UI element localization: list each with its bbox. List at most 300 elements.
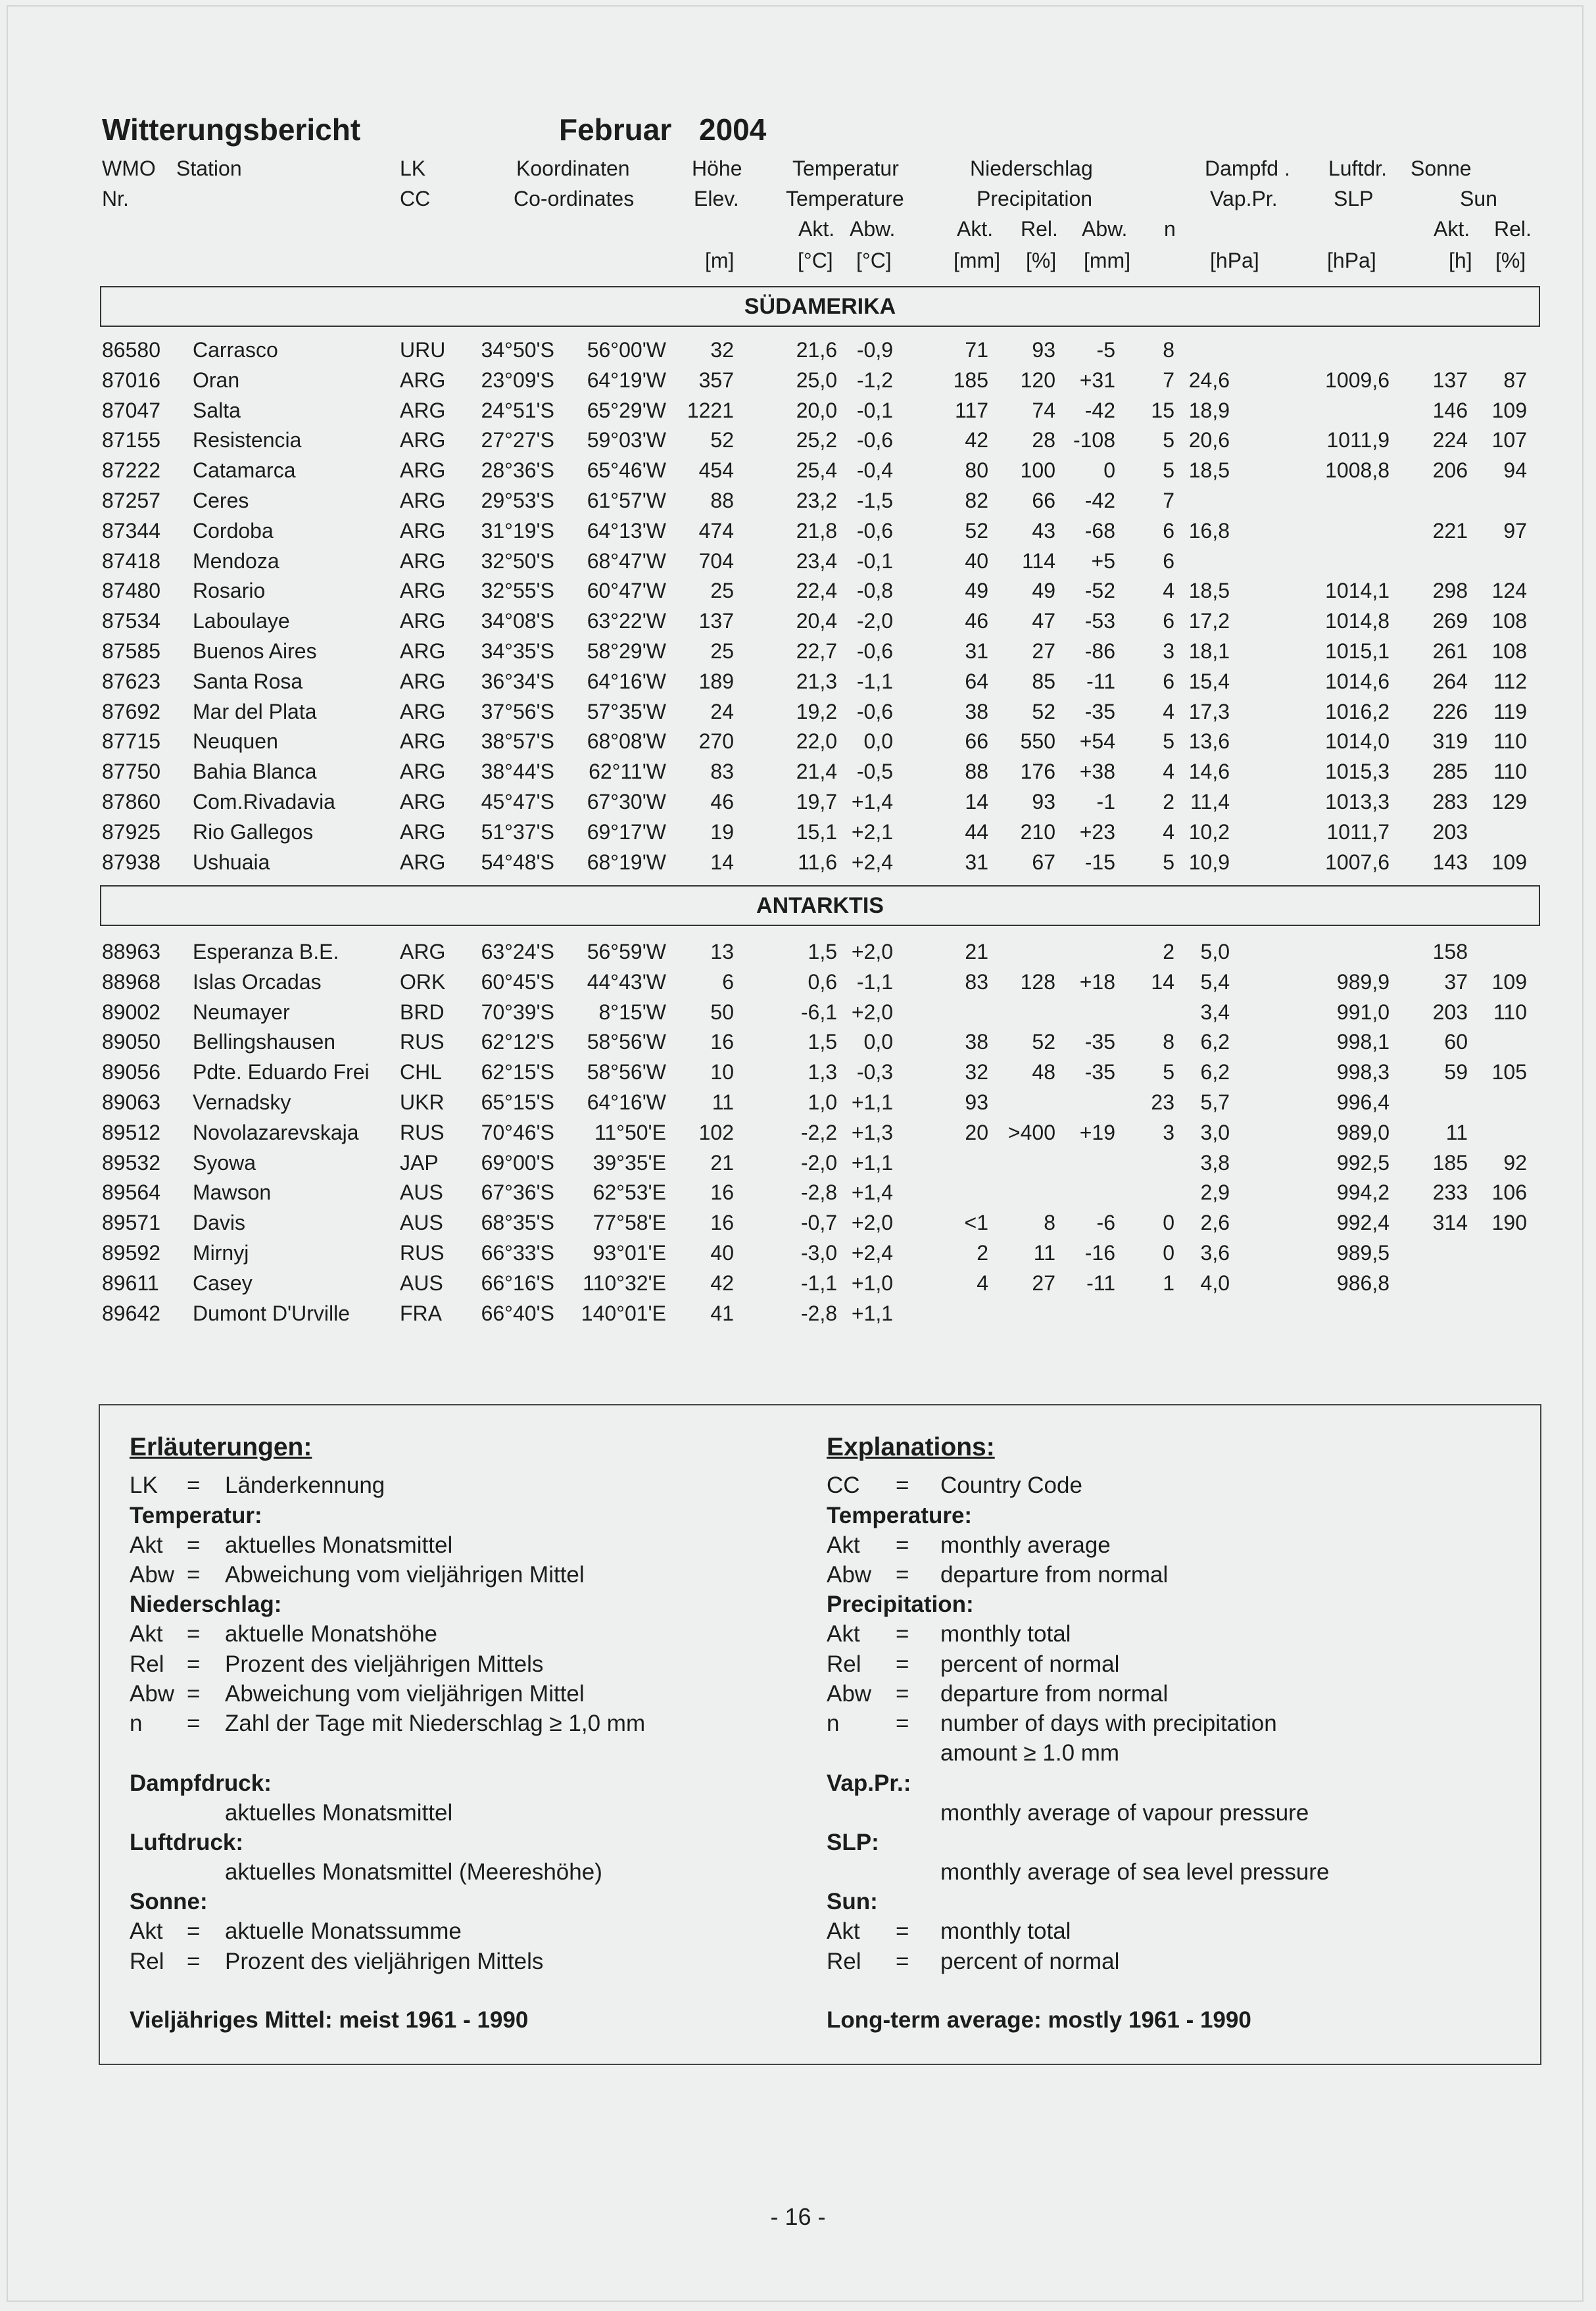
cell-tabw: -0,5 — [856, 760, 893, 784]
cell-slp: 998,3 — [1336, 1060, 1390, 1084]
cell-lon: 58°29'W — [587, 639, 666, 663]
cell-lat: 68°35'S — [481, 1211, 554, 1235]
cell-sakt: 146 — [1432, 398, 1468, 422]
cell-slp: 1015,3 — [1325, 760, 1390, 784]
legend-en-srel-eq: = — [896, 1949, 909, 1974]
cell-srel: 109 — [1491, 969, 1527, 994]
table-row — [0, 426, 1596, 456]
cell-prel: >400 — [1007, 1120, 1055, 1144]
cell-vap: 11,4 — [1190, 789, 1230, 814]
legend-de-luft-heading: Luftdruck: — [130, 1830, 244, 1855]
cell-pakt: 38 — [965, 699, 988, 723]
cell-takt: 21,6 — [796, 338, 837, 362]
cell-vap: 13,6 — [1188, 729, 1230, 754]
cell-prel: 550 — [1020, 729, 1055, 754]
cell-takt: -1,1 — [800, 1271, 837, 1295]
legend-en-sakt-eq: = — [896, 1918, 909, 1944]
legend-box — [99, 1404, 1541, 2065]
cell-pabw: +18 — [1079, 969, 1115, 994]
cell-pabw: +38 — [1079, 760, 1115, 784]
cell-name: Neuquen — [193, 729, 278, 754]
cell-wmo: 89564 — [102, 1180, 160, 1205]
cell-sakt: 314 — [1432, 1211, 1468, 1235]
cell-elev: 19 — [710, 819, 734, 844]
cell-elev: 24 — [710, 699, 734, 723]
cell-vap: 20,6 — [1188, 428, 1230, 452]
legend-de-nrel-key: Rel — [130, 1651, 164, 1677]
cell-srel: 110 — [1493, 1000, 1527, 1024]
hdr-t-akt: Akt. — [798, 217, 835, 241]
cell-n: 3 — [1163, 639, 1174, 663]
table-row — [0, 1148, 1596, 1179]
cell-lon: 63°22'W — [587, 609, 666, 633]
cell-n: 6 — [1163, 669, 1174, 693]
table-row — [0, 606, 1596, 637]
cell-elev: 704 — [698, 548, 734, 573]
cell-takt: -2,8 — [800, 1180, 837, 1205]
cell-tabw: +2,0 — [851, 940, 893, 963]
legend-en-heading: Explanations: — [827, 1433, 995, 1461]
title-month: Februar — [559, 112, 672, 147]
table-row — [0, 937, 1596, 967]
legend-en-tabw-key: Abw — [827, 1562, 872, 1588]
cell-sakt: 298 — [1432, 579, 1468, 603]
cell-takt: 15,1 — [796, 819, 837, 844]
cell-sakt: 221 — [1432, 518, 1468, 543]
cell-pabw: -53 — [1084, 609, 1115, 633]
cell-tabw: +2,4 — [851, 850, 893, 874]
cell-cc: ARG — [400, 850, 446, 874]
cell-cc: CHL — [400, 1060, 443, 1084]
cell-tabw: -0,6 — [856, 428, 893, 452]
cell-pabw: -11 — [1086, 1271, 1115, 1295]
cell-wmo: 87750 — [102, 760, 160, 784]
legend-en-footer: Long-term average: mostly 1961 - 1990 — [827, 2007, 1251, 2033]
cell-takt: -2,2 — [800, 1120, 837, 1144]
cell-n: 0 — [1163, 1240, 1174, 1265]
cell-cc: ARG — [400, 669, 446, 693]
cell-vap: 6,2 — [1200, 1030, 1230, 1054]
cell-name: Islas Orcadas — [193, 969, 322, 994]
legend-de-heading: Erläuterungen: — [130, 1433, 312, 1461]
cell-elev: 189 — [698, 669, 734, 693]
cell-lat: 34°35'S — [481, 639, 554, 663]
cell-wmo: 87692 — [102, 699, 160, 723]
legend-de-nabw-eq: = — [187, 1681, 201, 1707]
cell-n: 2 — [1163, 940, 1174, 963]
cell-name: Esperanza B.E. — [193, 940, 339, 963]
cell-name: Santa Rosa — [193, 669, 303, 693]
cell-srel: 105 — [1491, 1060, 1527, 1084]
cell-takt: -2,8 — [800, 1301, 837, 1325]
cell-tabw: -1,1 — [856, 969, 893, 994]
cell-tabw: -2,0 — [856, 609, 893, 633]
cell-sakt: 261 — [1432, 639, 1468, 663]
cell-prel: 49 — [1032, 579, 1055, 603]
cell-prel: 28 — [1032, 428, 1055, 452]
cell-lon: 62°53'E — [592, 1180, 666, 1205]
cell-lat: 69°00'S — [481, 1150, 554, 1175]
hdr-sonne: Sonne — [1411, 157, 1472, 180]
cell-pabw: +5 — [1091, 548, 1115, 573]
cell-cc: ARG — [400, 548, 446, 573]
legend-de-sonne-heading: Sonne: — [130, 1889, 208, 1914]
cell-cc: RUS — [400, 1240, 445, 1265]
cell-prel: 67 — [1032, 850, 1055, 874]
cell-cc: AUS — [400, 1211, 443, 1235]
cell-cc: ARG — [400, 488, 446, 512]
cell-pabw: +23 — [1079, 819, 1115, 844]
cell-wmo: 87860 — [102, 789, 160, 814]
cell-sakt: 206 — [1432, 458, 1468, 483]
cell-wmo: 89571 — [102, 1211, 160, 1235]
table-row — [0, 1058, 1596, 1088]
cell-slp: 1015,1 — [1325, 639, 1390, 663]
cell-n: 5 — [1163, 428, 1174, 452]
cell-vap: 3,0 — [1200, 1120, 1230, 1144]
cell-cc: AUS — [400, 1180, 443, 1205]
cell-tabw: -0,4 — [856, 458, 893, 483]
title-year: 2004 — [699, 112, 767, 147]
cell-pakt: 21 — [965, 940, 988, 963]
cell-takt: -0,7 — [800, 1211, 837, 1235]
hdr-unit-hpa1: [hPa] — [1210, 249, 1259, 272]
cell-wmo: 89056 — [102, 1060, 160, 1084]
cell-pabw: -42 — [1084, 398, 1115, 422]
legend-en-srel-key: Rel — [827, 1949, 861, 1974]
cell-lon: 59°03'W — [587, 428, 666, 452]
cell-wmo: 89642 — [102, 1301, 160, 1325]
cell-vap: 4,0 — [1200, 1271, 1230, 1295]
cell-name: Neumayer — [193, 1000, 290, 1024]
legend-de-tabw-key: Abw — [130, 1562, 175, 1588]
cell-name: Dumont D'Urville — [193, 1301, 351, 1325]
hdr-t-abw: Abw. — [850, 217, 896, 241]
cell-srel: 107 — [1491, 428, 1527, 452]
cell-pabw: +54 — [1079, 729, 1115, 754]
cell-wmo: 89512 — [102, 1120, 160, 1144]
cell-takt: 23,2 — [796, 488, 837, 512]
hdr-cc: CC — [400, 187, 431, 210]
cell-n: 4 — [1163, 579, 1174, 603]
cell-slp: 992,4 — [1336, 1211, 1390, 1235]
legend-en-sakt-key: Akt — [827, 1918, 860, 1944]
legend-en-srel-text: percent of normal — [940, 1949, 1120, 1974]
cell-elev: 11 — [712, 1090, 734, 1114]
cell-vap: 3,4 — [1200, 1000, 1230, 1024]
cell-takt: 22,4 — [796, 579, 837, 603]
cell-tabw: -0,8 — [856, 579, 893, 603]
cell-cc: ARG — [400, 639, 446, 663]
legend-de-nn-eq: = — [187, 1711, 201, 1736]
cell-elev: 21 — [710, 1150, 734, 1175]
cell-lon: 56°59'W — [587, 940, 666, 963]
cell-elev: 52 — [710, 428, 734, 452]
table-row — [0, 576, 1596, 606]
cell-n: 1 — [1163, 1271, 1174, 1295]
cell-lat: 65°15'S — [481, 1090, 554, 1114]
cell-slp: 996,4 — [1336, 1090, 1390, 1114]
cell-cc: URU — [400, 338, 446, 362]
table-row — [0, 516, 1596, 547]
cell-prel: 176 — [1020, 760, 1055, 784]
legend-de-lk-text: Länderkennung — [225, 1472, 385, 1498]
table-body-suedamerika — [0, 335, 1596, 877]
cell-prel: 210 — [1020, 819, 1055, 844]
cell-pakt: 52 — [965, 518, 988, 543]
table-row — [0, 848, 1596, 878]
page-number: - 16 - — [770, 2203, 826, 2230]
cell-elev: 6 — [722, 969, 734, 994]
cell-pakt: 93 — [965, 1090, 988, 1114]
cell-srel: 110 — [1493, 760, 1527, 784]
cell-pakt: 66 — [965, 729, 988, 754]
cell-elev: 88 — [710, 488, 734, 512]
legend-de-luft-text: aktuelles Monatsmittel (Meereshöhe) — [225, 1859, 602, 1885]
cell-takt: -2,0 — [800, 1150, 837, 1175]
cell-name: Mirnyj — [193, 1240, 249, 1265]
cell-takt: 25,4 — [796, 458, 837, 483]
table-row — [0, 757, 1596, 787]
table-row — [0, 1178, 1596, 1208]
cell-slp: 991,0 — [1336, 1000, 1390, 1024]
table-row — [0, 366, 1596, 396]
cell-wmo: 87925 — [102, 819, 160, 844]
cell-sakt: 11 — [1445, 1120, 1468, 1144]
cell-wmo: 87534 — [102, 609, 160, 633]
legend-de-tabw-text: Abweichung vom vieljährigen Mittel — [225, 1562, 585, 1588]
legend-en-takt-key: Akt — [827, 1532, 860, 1558]
legend-de-takt-key: Akt — [130, 1532, 163, 1558]
cell-n: 15 — [1151, 398, 1174, 422]
cell-tabw: -1,1 — [856, 669, 893, 693]
cell-lat: 31°19'S — [481, 518, 554, 543]
cell-pakt: 40 — [965, 548, 988, 573]
cell-slp: 992,5 — [1336, 1150, 1390, 1175]
cell-tabw: -0,1 — [856, 398, 893, 422]
hdr-slp: SLP — [1334, 187, 1374, 210]
legend-en-slp-heading: SLP: — [827, 1830, 879, 1855]
legend-en-prel-eq: = — [896, 1651, 909, 1677]
cell-lat: 29°53'S — [481, 488, 554, 512]
cell-tabw: +2,4 — [851, 1240, 893, 1265]
cell-prel: 93 — [1032, 338, 1055, 362]
cell-cc: ARG — [400, 518, 446, 543]
cell-prel: 47 — [1032, 609, 1055, 633]
cell-n: 2 — [1163, 789, 1174, 814]
legend-de-nn-text: Zahl der Tage mit Niederschlag ≥ 1,0 mm — [225, 1711, 646, 1736]
cell-sakt: 264 — [1432, 669, 1468, 693]
cell-prel: 85 — [1032, 669, 1055, 693]
cell-takt: 22,0 — [796, 729, 837, 754]
cell-elev: 357 — [698, 368, 734, 392]
hdr-s-rel: Rel. — [1494, 217, 1532, 241]
hdr-unit-pct1: [%] — [1026, 249, 1057, 272]
cell-takt: 25,0 — [796, 368, 837, 392]
cell-prel: 114 — [1021, 548, 1055, 573]
cell-tabw: -0,1 — [856, 548, 893, 573]
cell-srel: 109 — [1491, 850, 1527, 874]
cell-pakt: 64 — [965, 669, 988, 693]
cell-lon: 62°11'W — [589, 760, 666, 784]
legend-de-sakt-eq: = — [187, 1918, 201, 1944]
cell-n: 5 — [1163, 850, 1174, 874]
hdr-elev: Elev. — [694, 187, 739, 210]
cell-cc: JAP — [400, 1150, 439, 1175]
legend-de-nakt-key: Akt — [130, 1621, 163, 1647]
table-row — [0, 727, 1596, 757]
legend-de-nakt-eq: = — [187, 1621, 201, 1647]
cell-n: 14 — [1151, 969, 1174, 994]
cell-name: Rio Gallegos — [193, 819, 314, 844]
cell-elev: 25 — [710, 579, 734, 603]
cell-prel: 48 — [1032, 1060, 1055, 1084]
cell-tabw: 0,0 — [863, 1030, 893, 1054]
cell-name: Resistencia — [193, 428, 302, 452]
section-header-antarktis: ANTARKTIS — [100, 885, 1540, 926]
cell-tabw: +1,1 — [851, 1301, 893, 1325]
cell-n: 5 — [1163, 458, 1174, 483]
cell-takt: 1,5 — [808, 1030, 837, 1054]
cell-slp: 1016,2 — [1325, 699, 1390, 723]
legend-de-nakt-text: aktuelle Monatshöhe — [225, 1621, 437, 1647]
cell-pakt: 49 — [965, 579, 988, 603]
hdr-coordinates: Co-ordinates — [514, 187, 635, 210]
cell-name: Laboulaye — [193, 609, 290, 633]
cell-cc: RUS — [400, 1030, 445, 1054]
cell-name: Casey — [193, 1271, 253, 1295]
legend-en-vap-text: monthly average of vapour pressure — [940, 1800, 1309, 1826]
table-row — [0, 1238, 1596, 1269]
cell-wmo: 89002 — [102, 1000, 160, 1024]
cell-sakt: 143 — [1432, 850, 1468, 874]
cell-elev: 137 — [698, 609, 734, 633]
cell-lon: 65°46'W — [587, 458, 666, 483]
hdr-unit-mm1: [mm] — [954, 249, 1001, 272]
cell-elev: 42 — [710, 1271, 734, 1295]
cell-wmo: 87344 — [102, 518, 160, 543]
cell-prel: 74 — [1032, 398, 1055, 422]
cell-sakt: 233 — [1432, 1180, 1468, 1205]
hdr-p-abw: Abw. — [1082, 217, 1128, 241]
cell-cc: UKR — [400, 1090, 445, 1114]
cell-lat: 62°15'S — [481, 1060, 554, 1084]
cell-prel: 11 — [1033, 1240, 1055, 1265]
cell-lon: 64°16'W — [587, 1090, 666, 1114]
cell-name: Rosario — [193, 579, 266, 603]
cell-elev: 16 — [710, 1211, 734, 1235]
cell-lat: 38°44'S — [481, 760, 554, 784]
cell-wmo: 87047 — [102, 398, 160, 422]
cell-cc: ARG — [400, 729, 446, 754]
cell-slp: 989,0 — [1336, 1120, 1390, 1144]
cell-takt: 0,6 — [808, 969, 837, 994]
cell-lon: 44°43'W — [587, 969, 666, 994]
cell-prel: 27 — [1032, 639, 1055, 663]
cell-prel: 52 — [1032, 699, 1055, 723]
cell-lon: 64°16'W — [587, 669, 666, 693]
legend-en-pakt-key: Akt — [827, 1621, 860, 1647]
cell-name: Syowa — [193, 1150, 256, 1175]
cell-wmo: 88963 — [102, 940, 160, 963]
cell-pakt: 38 — [965, 1030, 988, 1054]
cell-pakt: 20 — [965, 1120, 988, 1144]
cell-pakt: 185 — [953, 368, 988, 392]
cell-pakt: 14 — [965, 789, 988, 814]
cell-lon: 140°01'E — [581, 1301, 666, 1325]
cell-takt: 19,2 — [796, 699, 837, 723]
cell-pabw: -11 — [1086, 669, 1115, 693]
cell-pakt: <1 — [964, 1211, 988, 1235]
cell-wmo: 89050 — [102, 1030, 160, 1054]
cell-sakt: 269 — [1432, 609, 1468, 633]
cell-tabw: +1,4 — [851, 1180, 893, 1205]
cell-prel: 128 — [1020, 969, 1055, 994]
cell-tabw: +1,4 — [851, 789, 893, 814]
cell-n: 5 — [1163, 729, 1174, 754]
cell-wmo: 87480 — [102, 579, 160, 603]
legend-en-slp-text: monthly average of sea level pressure — [940, 1859, 1330, 1885]
cell-pakt: 2 — [977, 1240, 988, 1265]
cell-cc: AUS — [400, 1271, 443, 1295]
table-row — [0, 1208, 1596, 1238]
cell-lat: 62°12'S — [481, 1030, 554, 1054]
cell-srel: 108 — [1491, 639, 1527, 663]
legend-en-cc-text: Country Code — [940, 1472, 1082, 1498]
hdr-unit-m: [m] — [705, 249, 735, 272]
cell-srel: 112 — [1493, 669, 1527, 693]
legend-en-cc-eq: = — [896, 1472, 909, 1498]
cell-pabw: -108 — [1073, 428, 1115, 452]
cell-tabw: -1,2 — [856, 368, 893, 392]
cell-tabw: +1,3 — [851, 1120, 893, 1144]
cell-lat: 45°47'S — [481, 789, 554, 814]
cell-srel: 124 — [1491, 579, 1527, 603]
cell-pabw: -42 — [1084, 488, 1115, 512]
cell-tabw: +2,0 — [851, 1211, 893, 1235]
cell-lon: 65°29'W — [587, 398, 666, 422]
cell-name: Oran — [193, 368, 240, 392]
cell-wmo: 87155 — [102, 428, 160, 452]
cell-pakt: 46 — [965, 609, 988, 633]
legend-en-pabw-key: Abw — [827, 1681, 872, 1707]
cell-lat: 66°40'S — [481, 1301, 554, 1325]
cell-takt: 21,8 — [796, 518, 837, 543]
legend-de-srel-eq: = — [187, 1949, 201, 1974]
cell-n: 4 — [1163, 760, 1174, 784]
cell-slp: 1011,7 — [1326, 819, 1390, 844]
legend-en-prec-heading: Precipitation: — [827, 1592, 974, 1617]
cell-prel: 8 — [1044, 1211, 1055, 1235]
cell-n: 4 — [1163, 819, 1174, 844]
cell-sakt: 185 — [1432, 1150, 1468, 1175]
cell-elev: 474 — [698, 518, 734, 543]
cell-sakt: 285 — [1432, 760, 1468, 784]
hdr-wmo: WMO — [102, 157, 156, 180]
cell-sakt: 60 — [1444, 1030, 1468, 1054]
legend-de-nied-heading: Niederschlag: — [130, 1592, 282, 1617]
cell-wmo: 87016 — [102, 368, 160, 392]
cell-takt: -6,1 — [800, 1000, 837, 1024]
cell-tabw: +1,1 — [851, 1150, 893, 1175]
cell-elev: 16 — [710, 1180, 734, 1205]
cell-pabw: 0 — [1103, 458, 1115, 483]
legend-de-nrel-eq: = — [187, 1651, 201, 1677]
cell-slp: 986,8 — [1336, 1271, 1390, 1295]
cell-elev: 83 — [710, 760, 734, 784]
cell-tabw: +2,0 — [851, 1000, 893, 1024]
cell-lat: 70°46'S — [481, 1120, 554, 1144]
